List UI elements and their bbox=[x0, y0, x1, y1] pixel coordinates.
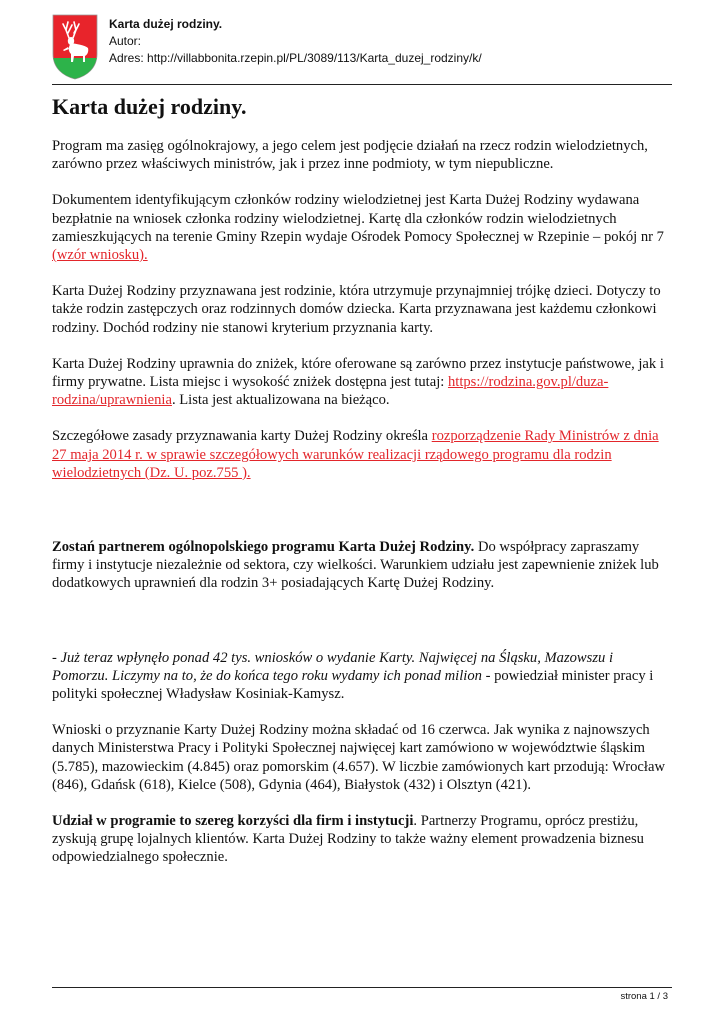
page-title: Karta dużej rodziny. bbox=[52, 94, 247, 119]
paragraph-6-bold: Zostań partnerem ogólnopolskiego programu Karta Dużej Rodziny. bbox=[52, 539, 475, 556]
paragraph-1: Program ma zasięg ogólnokrajowy, a jego celem jest podjęcie działań na rzecz rodzin wielodzietnych, zarówno przez właściwych ministrów, jak i przez inne podmioty, w tym niepubliczne. bbox=[52, 138, 648, 173]
paragraph-3: Karta Dużej Rodziny przyznawana jest rodzinie, która utrzymuje przynajmniej trójkę dzieci. Dotyczy to także rodzin zastępczych oraz rodzinnych domów dziecka. Karta przyznawana jest każdemu członkowi rodziny. Dochód rodziny nie stanowi kryterium przyznania karty. bbox=[52, 283, 661, 336]
paragraph-4-text: Karta Dużej Rodziny uprawnia do zniżek, które oferowane są zarówno przez instytucje państwowe, jak i firmy prywatne. Lista miejsc i wysokość zniżek dostępna jest tutaj: bbox=[52, 355, 664, 391]
header-author: Autor: bbox=[109, 34, 142, 48]
discounts-link[interactable]: https://rodzina.gov.pl/duza-rodzina/uprawnienia bbox=[52, 374, 609, 409]
header-address-url: http://villabbonita.rzepin.pl/PL/3089/113/Karta_duzej_rodziny/k/ bbox=[147, 51, 482, 65]
paragraph-7 bbox=[52, 649, 672, 704]
coat-of-arms-icon bbox=[52, 14, 98, 80]
header-divider bbox=[52, 84, 672, 85]
paragraph-6-text: Do współpracy zapraszamy firmy i instytucje niezależnie od sektora, czy wielkości. Warunkiem udziału jest zapewnienie zniżek lub dodatkowych uprawnień dla rodzin 3+ posiadających Kartę Dużej Rodziny. bbox=[52, 539, 659, 592]
paragraph-4-after: . Lista jest aktualizowana na bieżąco. bbox=[171, 392, 390, 409]
paragraph-2 bbox=[52, 191, 672, 264]
paragraph-9-text: . Partnerzy Programu, oprócz prestiżu, zyskują grupę lojalnych klientów. Karta Dużej Rodziny to także ważny element prowadzenia biznesu odpowiedzialnego społecznie. bbox=[52, 813, 644, 866]
article bbox=[52, 92, 672, 867]
paragraph-9-bold: Udział w programie to szereg korzyści dla firm i instytucji bbox=[52, 813, 414, 830]
paragraph-5-text: Szczegółowe zasady przyznawania karty Dużej Rodziny określa bbox=[52, 428, 429, 445]
header-address-label: Adres: bbox=[109, 51, 144, 65]
header-title: Karta dużej rodziny. bbox=[109, 17, 223, 31]
application-form-link[interactable]: (wzór wniosku). bbox=[52, 247, 148, 264]
paragraph-7-text: - powiedział minister pracy i polityki społecznej Władysław Kosiniak-Kamysz. bbox=[52, 667, 654, 703]
paragraph-5 bbox=[52, 427, 672, 482]
document-header bbox=[52, 14, 672, 84]
header-address bbox=[109, 50, 482, 67]
paragraph-9 bbox=[52, 812, 672, 867]
paragraph-6 bbox=[52, 538, 672, 593]
page-number: strona 1 / 3 bbox=[620, 991, 668, 1002]
footer-divider bbox=[52, 987, 672, 988]
minister-quote: - Już teraz wpłynęło ponad 42 tys. wniosków o wydanie Karty. Najwięcej na Śląsku, Mazowszu i Pomorzu. Liczymy na to, że do końca tego roku wydamy ich ponad milion bbox=[52, 649, 614, 684]
paragraph-2-text: Dokumentem identyfikującym członków rodziny wielodzietnej jest Karta Dużej Rodziny wydawana bezpłatnie na wniosek członka rodziny wielodzietnej. Kartę dla członków rodzin wielodzietnych zamieszkujących na terenie Gminy Rzepin wydaje Ośrodek Pomocy Społecznej w Rzepinie – pokój nr 7 bbox=[52, 192, 664, 245]
regulation-link[interactable]: rozporządzenie Rady Ministrów z dnia 27 maja 2014 r. w sprawie szczegółowych warunków realizacji rządowego programu dla rodzin wielodzietnych (Dz. U. poz.755 ). bbox=[52, 428, 659, 481]
paragraph-4 bbox=[52, 355, 672, 410]
paragraph-8: Wnioski o przyznanie Karty Dużej Rodziny można składać od 16 czerwca. Jak wynika z najnowszych danych Ministerstwa Pracy i Polityki Społecznej najwięcej kart zamówiono w województwie śląskim (5.785), mazowieckim (4.845) oraz pomorskim (4.657). W liczbie zamówionych kart przodują: Wrocław (846), Gdańsk (618), Kielce (508), Gdynia (464), Białystok (432) i Olsztyn (421). bbox=[52, 722, 665, 793]
header-meta bbox=[109, 16, 482, 67]
